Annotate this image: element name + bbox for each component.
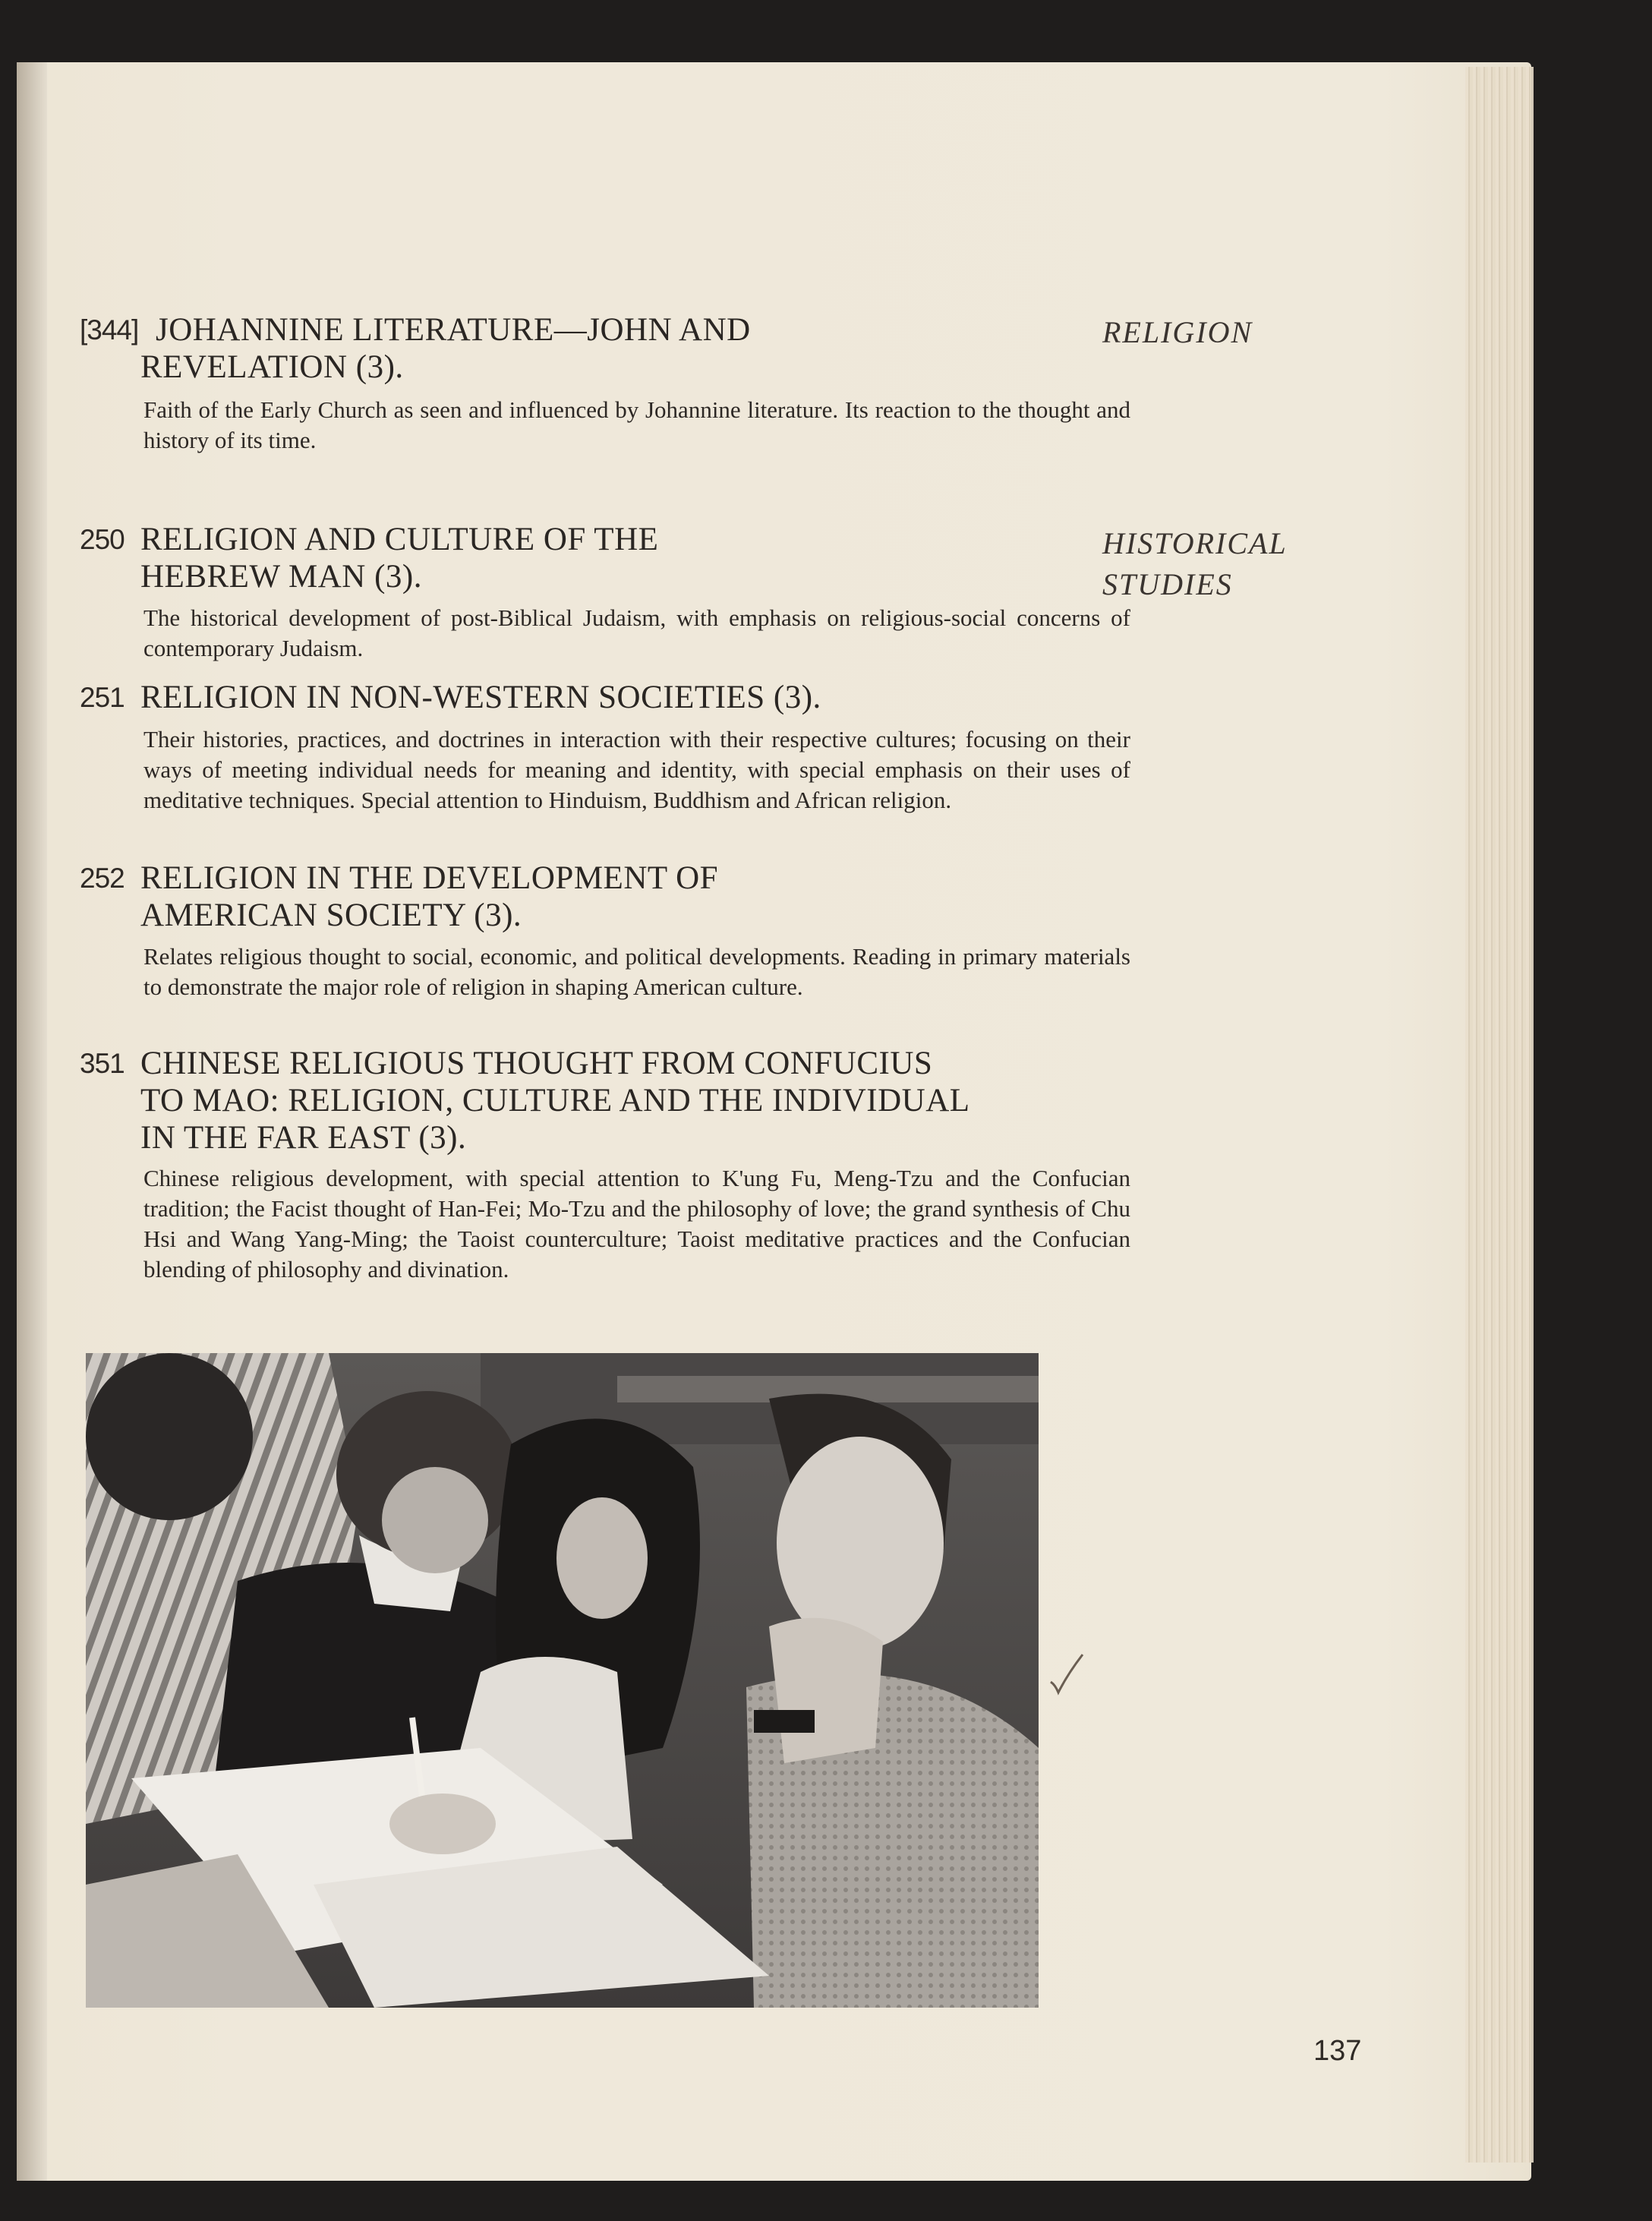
course-title-line2: REVELATION (3). [140,349,404,385]
course-number: 251 [80,682,125,713]
classroom-photo [86,1353,1039,2008]
course-title-line1: RELIGION IN NON-WESTERN SOCIETIES (3). [140,680,821,715]
course-title-line2: TO MAO: RELIGION, CULTURE AND THE INDIVIDUAL [140,1083,970,1118]
section-heading: RELIGION [1102,315,1253,349]
course-title-line3: IN THE FAR EAST (3). [140,1120,467,1156]
course-title-line1: JOHANNINE LITERATURE—JOHN AND [156,312,751,348]
course-number: 351 [80,1048,125,1079]
course-title-line1: CHINESE RELIGIOUS THOUGHT FROM CONFUCIUS [140,1046,933,1081]
subsection-heading-line2: STUDIES [1102,567,1233,601]
course-title-line1: RELIGION IN THE DEVELOPMENT OF [140,860,719,896]
course-title-line2: AMERICAN SOCIETY (3). [140,898,522,933]
course-description: Relates religious thought to social, economic, and political developments. Reading in primary materials to demonstrate the major role of religion in shaping American culture. [143,943,1130,1000]
course-description: Their histories, practices, and doctrines in interaction with their respective cultures; focusing on their ways of meeting individual needs for meaning and identity, with special emphasis on their uses of meditative techniques. Special attention to Hinduism, Buddhism and African religion. [143,726,1130,813]
page-number: 137 [1313,2035,1362,2067]
course-number: [344] [80,314,139,345]
subsection-heading-line1: HISTORICAL [1102,526,1288,560]
course-number: 250 [80,524,125,555]
check-mark-icon [1048,1652,1086,1697]
course-description: The historical development of post-Biblical Judaism, with emphasis on religious-social concerns of contemporary Judaism. [143,604,1130,661]
course-number: 252 [80,863,125,894]
course-title-line1: RELIGION AND CULTURE OF THE [140,522,659,557]
course-title-line2: HEBREW MAN (3). [140,559,422,595]
course-description: Chinese religious development, with special attention to K'ung Fu, Meng-Tzu and the Confucian tradition; the Facist thought of Han-Fei; Mo-Tzu and the philosophy of love; the grand synthesis of Chu Hsi and Wang Yang-Ming; the Taoist counterculture; Taoist meditative practices and the Confucian blending of philosophy and divination. [143,1165,1130,1282]
page-edges [1465,67,1534,2163]
course-description: Faith of the Early Church as seen and influenced by Johannine literature. Its reaction to the thought and history of its time. [143,396,1130,453]
page-gutter-shadow [17,62,47,2181]
